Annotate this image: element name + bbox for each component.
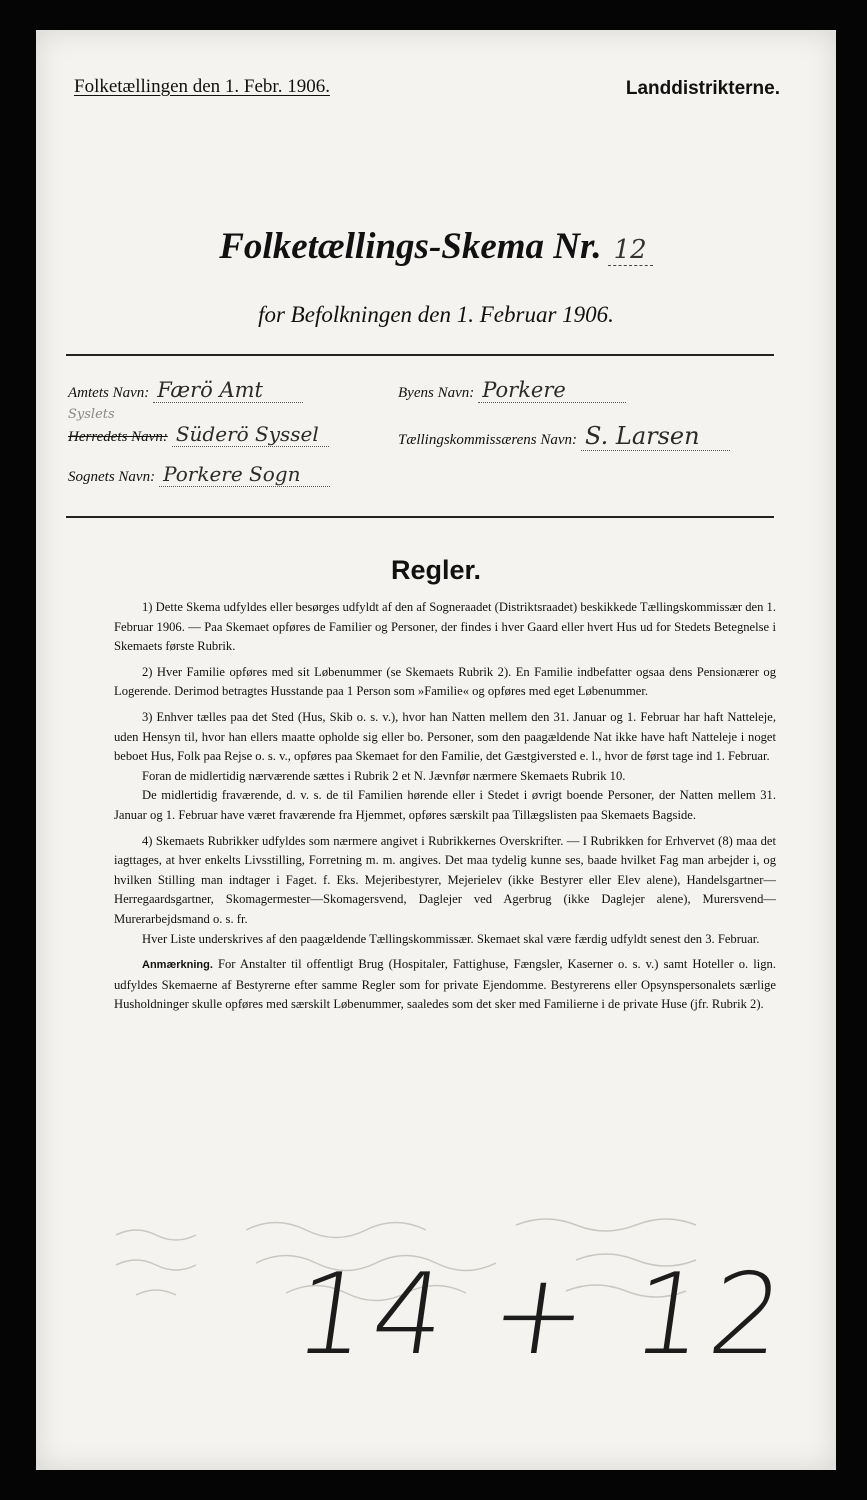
district-type-header: Landdistrikterne. xyxy=(625,78,780,99)
census-header: Folketællingen den 1. Febr. 1906. xyxy=(74,76,330,97)
byens-label: Byens Navn: xyxy=(398,385,475,401)
kommissaer-value: S. Larsen xyxy=(581,422,730,451)
amt-label: Amtets Navn: xyxy=(68,385,150,401)
kommissaer-field xyxy=(398,422,730,450)
remark-text: For Anstalter til offentligt Brug (Hospitaler, Fattighuse, Fængsler, Kaserner o. s. v.) samt Hoteller o. lign. udfyldes Skemaerne af Bestyrerne efter samme Regler som for private Ejendomme. Bestyrerens eller Opsynspersonalets særlige Husholdninger skulle opføres med særskilt Løbenummer, saaledes som det sker med Familierne i de private Huse (jfr. Rubrik 2). xyxy=(114,957,777,1012)
rule-3: 3) Enhver tælles paa det Sted (Hus, Skib o. s. v.), hvor han Natten mellem den 31. Januar og 1. Februar har haft Natteleje, uden Hensyn til, hvor han ellers maatte opholde sig eller bo. Personer, som den paagældende Nat ikke have haft Natteleje i noget beboet Hus, Folk paa Rejse o. s. v., opføres paa Skemaet for den Familie, det Gæstgiversted e. l., hvor de først tage ind 1. Februar. xyxy=(114,709,776,764)
herred-note: Syslets xyxy=(68,407,115,422)
rule-3-note-present: Foran de midlertidig nærværende sættes i Rubrik 2 et N. Jævnfør nærmere Skemaets Rubrik 10. xyxy=(142,768,626,783)
remark xyxy=(114,955,776,1015)
rule-2: 2) Hver Familie opføres med sit Løbenummer (se Skemaets Rubrik 2). En Familie indbefatter ogsaa dens Pensionærer og Logerende. Derimod betragtes Husstande paa 1 Person som »Familie« og opføres med eget Løbenummer. xyxy=(114,664,776,699)
sogn-label: Sognets Navn: xyxy=(68,469,156,485)
divider-bottom xyxy=(66,516,774,518)
sogn-value: Porkere Sogn xyxy=(159,462,330,487)
rule-signature: Hver Liste underskrives af den paagældende Tællingskommissær. Skemaet skal være færdig udfyldt senest den 3. Februar. xyxy=(142,931,760,946)
herred-label: Herredets Navn: xyxy=(68,429,168,445)
herred-field xyxy=(68,422,329,446)
rules-body xyxy=(114,598,776,1021)
form-number: 12 xyxy=(608,235,653,266)
remark-label: Anmærkning. xyxy=(142,959,213,972)
rules-title: Regler. xyxy=(390,555,482,585)
sogn-field xyxy=(68,462,330,486)
byens-value: Porkere xyxy=(478,378,626,403)
rule-3-note-absent: De midlertidig fraværende, d. v. s. de til Familien hørende eller i Stedet i øvrigt boende Personer, der Natten mellem 31. Januar og 1. Februar have været fraværende fra Hjemmet, opføres særskilt paa Tillægslisten paa Skemaets Bagside. xyxy=(114,788,776,822)
census-form-page xyxy=(36,30,836,1470)
form-subtitle: for Befolkningen den 1. Februar 1906. xyxy=(258,302,614,327)
herred-value: Süderö Syssel xyxy=(172,422,329,447)
form-title-text: Folketællings-Skema Nr. xyxy=(219,226,602,267)
byens-field xyxy=(398,378,626,402)
form-title xyxy=(36,225,836,268)
amt-value: Færö Amt xyxy=(153,378,303,403)
kommissaer-label: Tællingskommissærens Navn: xyxy=(398,432,578,448)
handwritten-total: 14 + 12 xyxy=(286,1250,798,1380)
amt-field xyxy=(68,378,303,402)
divider-top xyxy=(66,354,774,356)
rule-4: 4) Skemaets Rubrikker udfyldes som nærmere angivet i Rubrikkernes Overskrifter. — I Rubrikken for Erhvervet (8) maa det iagttages, at hver enkelts Livsstilling, Forretning m. m. angives. Det maa tydelig kunne ses, baade hvilket Fag man arbejder i, og hvilken Stilling man indtager i Faget. f. Eks. Mejeribestyrer, Mejerielev (ikke Bestyrer eller Elev alene), Handelsgartner—Herregaardsgartner, Skomagermester—Skomagersvend, Daglejer ved Agerbrug (ikke Daglejer alene), Murersvend—Murerarbejdsmand o. s. fr. xyxy=(114,833,776,926)
rule-1: 1) Dette Skema udfyldes eller besørges udfyldt af den af Sogneraadet (Distriktsraadet) beskikkede Tællingskommissær den 1. Februar 1906. — Paa Skemaet opføres de Familier og Personer, der findes i hver Gaard eller hvert Hus ud for Stedets Betegnelse i Skemaets første Rubrik. xyxy=(114,600,776,654)
